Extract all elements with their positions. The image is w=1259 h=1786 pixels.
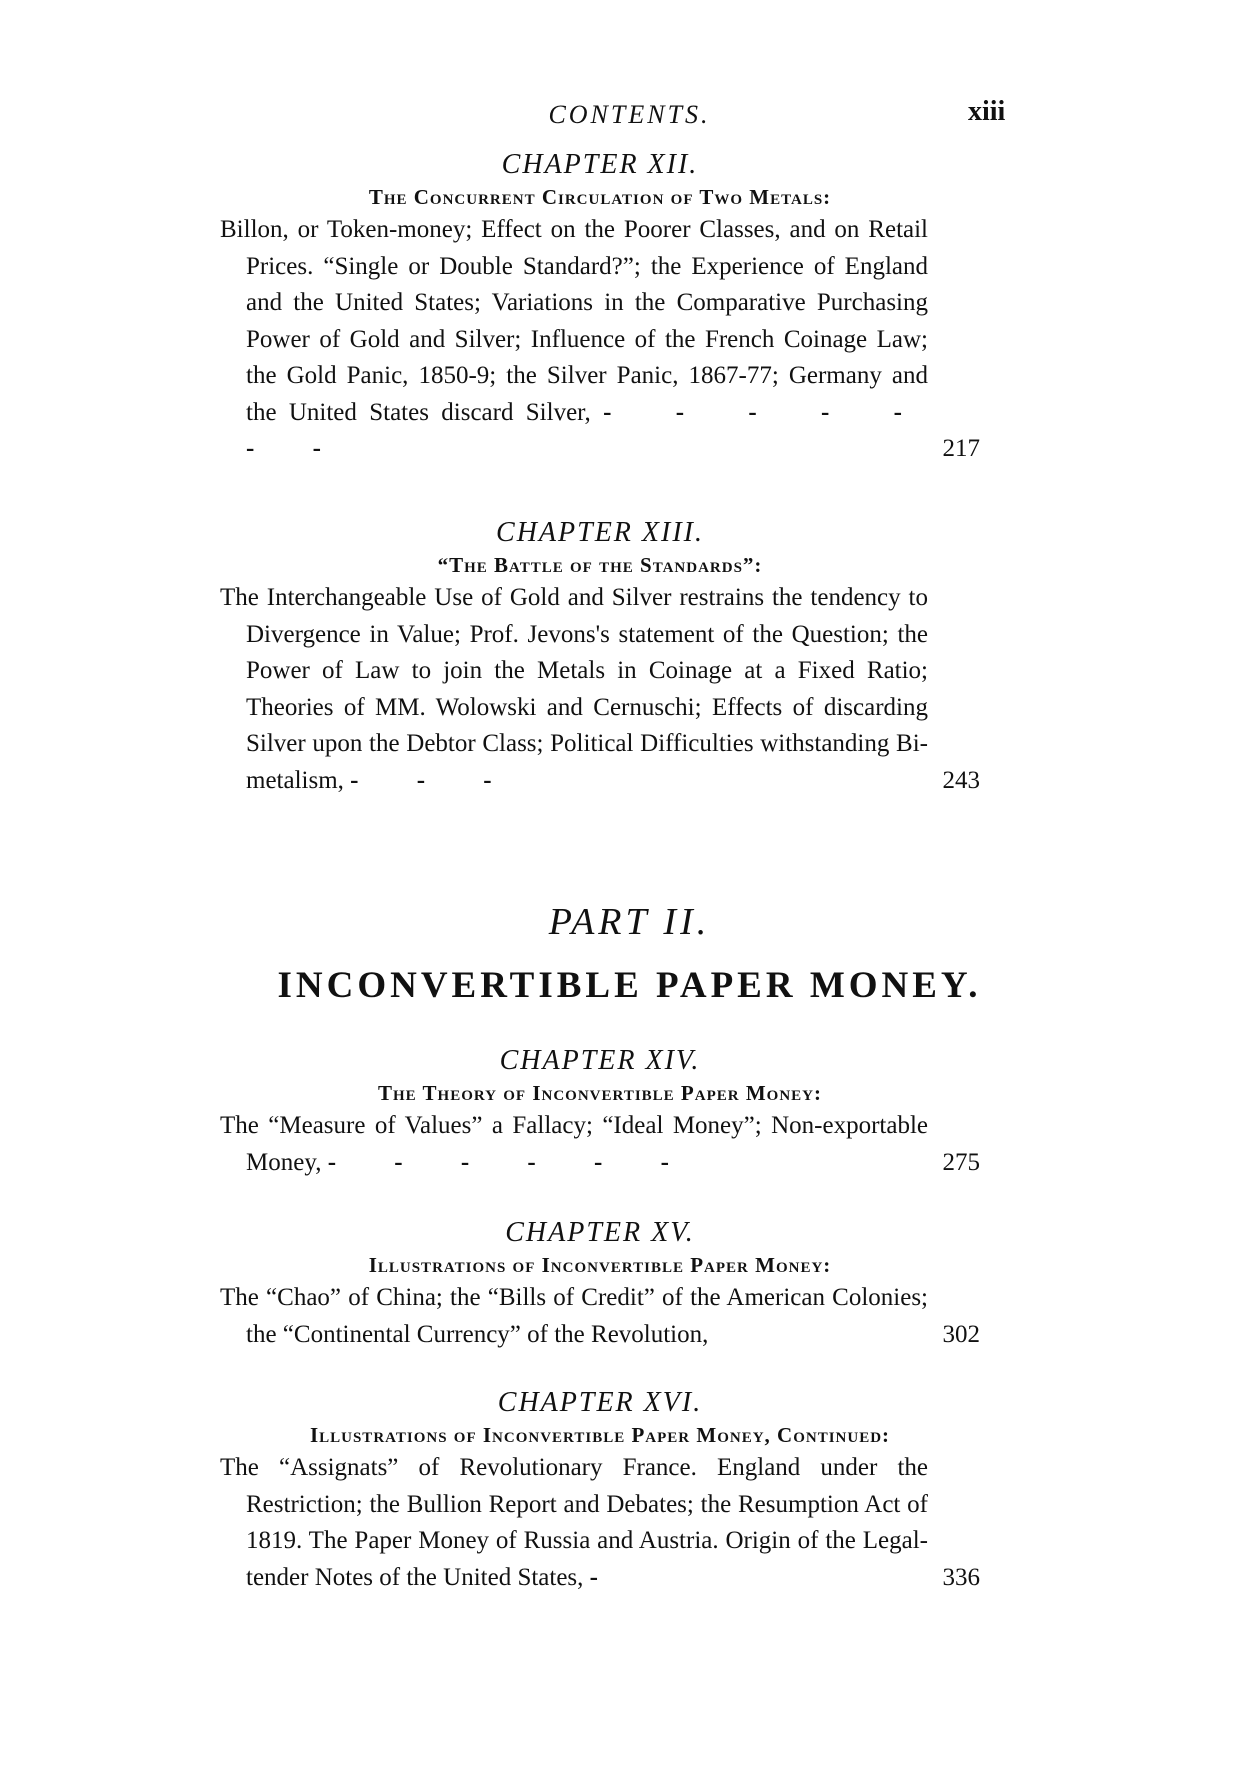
chapter-title: Illustrations of Inconvertible Paper Money, Continued: bbox=[309, 1423, 891, 1447]
chapter-description bbox=[220, 1450, 980, 1596]
chapter-description-text: Billon, or Token-money; Effect on the Poorer Classes, and on Retail Prices. “Single or Double Standard?”; the Experience of England and the United States; Variations in the Comparative Purchasing Power of Gold and Silver; Influence of the French Coinage Law; the Gold Panic, 1850-9; the Silver Panic, 1867-77; Germany and the United States discard Silver, bbox=[220, 216, 928, 426]
dot-leader: - - - bbox=[350, 766, 518, 794]
chapter-heading: CHAPTER XVI. bbox=[497, 1387, 703, 1418]
chapter-entry-xvi bbox=[220, 1386, 980, 1596]
chapter-title: “The Battle of the Standards”: bbox=[437, 553, 763, 577]
chapter-description-text: The “Measure of Values” a Fallacy; “Ideal Money”; Non-exportable Money, bbox=[220, 1112, 928, 1176]
chapter-heading: CHAPTER XIV. bbox=[499, 1045, 701, 1076]
chapter-description bbox=[220, 212, 980, 468]
running-title: CONTENTS. bbox=[548, 100, 711, 129]
dot-leader: - - - - - - - bbox=[246, 398, 928, 462]
page-number: xiii bbox=[968, 96, 1006, 127]
chapter-entry-xiii bbox=[220, 516, 980, 799]
dot-leader: - - - - - - bbox=[327, 1148, 695, 1176]
chapter-description-text: The Interchangeable Use of Gold and Silver restrains the tendency to Divergence in Value; Prof. Jevons's statement of the Question; the Power of Law to join the Metals in Coinage at a Fixed Ratio; Theories of MM. Wolowski and Cernuschi; Effects of discarding Silver upon the Debtor Class; Political Difficulties withstanding Bi-metalism, bbox=[220, 584, 928, 794]
chapter-page-number: 275 bbox=[942, 1148, 980, 1176]
chapter-title: Illustrations of Inconvertible Paper Money: bbox=[368, 1253, 832, 1277]
chapter-page-number: 336 bbox=[942, 1563, 980, 1591]
chapter-page-number: 217 bbox=[942, 435, 980, 462]
chapter-entry-xii bbox=[220, 148, 980, 468]
part-heading: PART II. bbox=[548, 901, 711, 943]
chapter-page-number: 302 bbox=[942, 1320, 980, 1348]
chapter-heading: CHAPTER XIII. bbox=[496, 517, 704, 548]
chapter-heading: CHAPTER XV. bbox=[505, 1217, 695, 1248]
chapter-page-number: 243 bbox=[942, 766, 980, 794]
chapter-title: The Theory of Inconvertible Paper Money: bbox=[377, 1081, 822, 1105]
part-title: INCONVERTIBLE PAPER MONEY. bbox=[277, 965, 982, 1006]
chapter-heading: CHAPTER XII. bbox=[501, 149, 699, 180]
dot-leader: - bbox=[589, 1563, 624, 1591]
chapter-description bbox=[220, 1280, 980, 1353]
chapter-description-text: The “Assignats” of Revolutionary France. England under the Restriction; the Bullion Report and Debates; the Resumption Act of 1819. The Paper Money of Russia and Austria. Origin of the Legal-tender Notes of the United States, bbox=[220, 1454, 928, 1591]
chapter-entry-xv bbox=[220, 1216, 980, 1353]
chapter-description bbox=[220, 1108, 980, 1181]
chapter-entry-xiv bbox=[220, 1044, 980, 1181]
chapter-description-text: The “Chao” of China; the “Bills of Credit” of the American Colonies; the “Continental Currency” of the Revolution, bbox=[220, 1284, 928, 1348]
chapter-description bbox=[220, 580, 980, 799]
chapter-title: The Concurrent Circulation of Two Metals: bbox=[368, 185, 832, 209]
